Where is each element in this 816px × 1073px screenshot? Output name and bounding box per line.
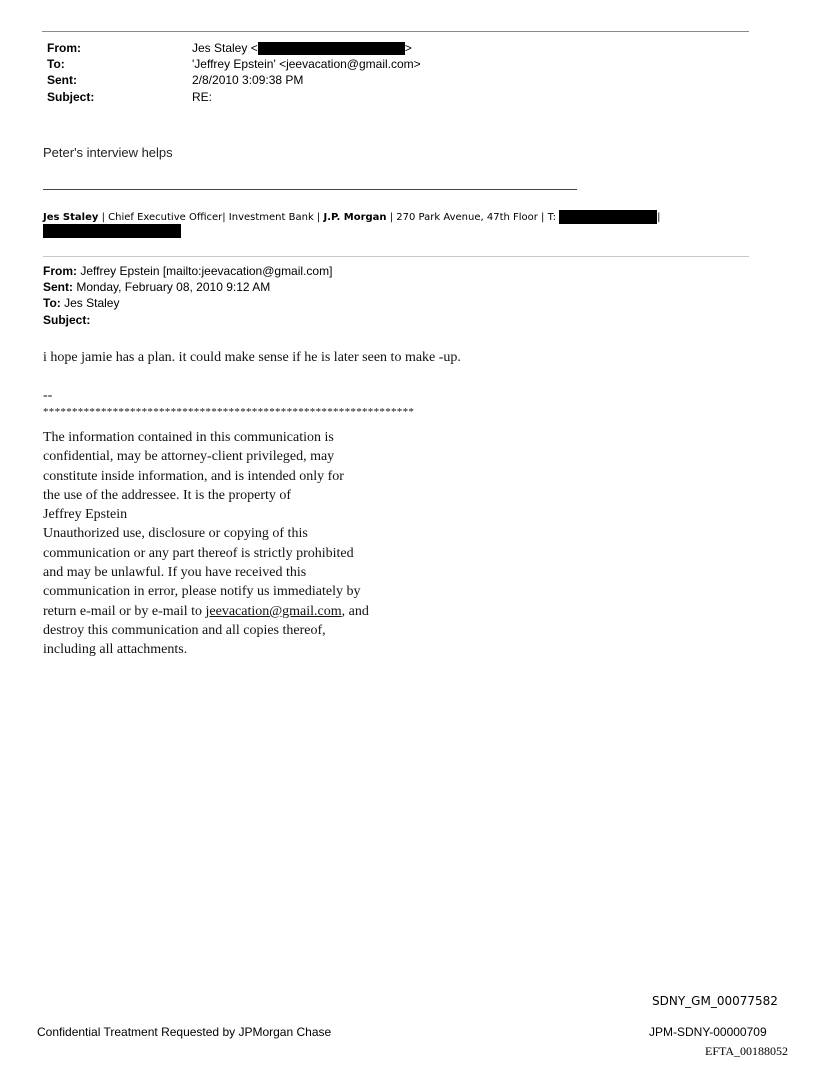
disclaimer-text: , and	[341, 603, 369, 619]
email-link[interactable]: jeevacation@gmail.com	[205, 603, 342, 619]
from-label: From:	[47, 41, 81, 55]
quoted-from-label: From:	[43, 264, 77, 278]
disclaimer-line: confidential, may be attorney-client privileged, may	[43, 449, 335, 465]
bates-efta: EFTA_00188052	[705, 1044, 789, 1058]
signature-company: J.P. Morgan	[323, 212, 387, 223]
quoted-from	[43, 264, 332, 279]
signature-tail: |	[657, 212, 661, 223]
disclaimer-line: the use of the addressee. It is the property of	[43, 487, 292, 503]
disclaimer-text: return e-mail or by e-mail to	[43, 603, 206, 619]
subject-value: RE:	[192, 90, 213, 104]
redaction-block	[559, 210, 657, 224]
signature-dashes: --	[43, 388, 53, 403]
quoted-from-value: Jeffrey Epstein [mailto:jeevacation@gmail.com]	[77, 264, 333, 278]
star-separator: ****************************************************************	[43, 406, 415, 418]
reply-body: Peter's interview helps	[43, 145, 173, 160]
quoted-sent	[43, 280, 270, 295]
from-name: Jes Staley <	[192, 41, 258, 55]
subject-label: Subject:	[47, 90, 95, 104]
from-close: >	[404, 41, 412, 55]
disclaimer-line	[43, 602, 369, 621]
quoted-to-value: Jes Staley	[60, 296, 120, 310]
quoted-sent-label: Sent:	[43, 280, 73, 294]
redaction-block	[258, 42, 405, 55]
bates-sdny: SDNY_GM_00077582	[652, 994, 778, 1008]
quoted-divider	[43, 256, 749, 257]
disclaimer-line: including all attachments.	[43, 642, 188, 658]
signature-divider	[43, 189, 577, 190]
to-label: To:	[47, 57, 65, 71]
signature-name: Jes Staley	[43, 212, 99, 223]
confidential-notice: Confidential Treatment Requested by JPMorgan Chase	[37, 1025, 332, 1039]
signature	[43, 210, 661, 225]
signature-title: | Chief Executive Officer| Investment Bank |	[98, 212, 324, 223]
top-divider	[42, 31, 749, 32]
quoted-to	[43, 296, 119, 311]
disclaimer-line: The information contained in this communication is	[43, 430, 334, 445]
signature-address: | 270 Park Avenue, 47th Floor | T:	[386, 212, 560, 223]
quoted-subject	[43, 313, 90, 328]
quoted-subject-label: Subject:	[43, 313, 91, 327]
sent-label: Sent:	[47, 73, 77, 87]
quoted-to-label: To:	[43, 296, 61, 310]
sent-value: 2/8/2010 3:09:38 PM	[192, 73, 304, 87]
disclaimer-line: communication in error, please notify us immediately by	[43, 584, 361, 600]
redaction-block	[43, 224, 181, 238]
disclaimer-line: Unauthorized use, disclosure or copying of this	[43, 526, 308, 542]
bates-jpm: JPM-SDNY-00000709	[649, 1025, 767, 1039]
disclaimer-line: constitute inside information, and is intended only for	[43, 468, 344, 484]
to-value: 'Jeffrey Epstein' <jeevacation@gmail.com>	[192, 57, 421, 71]
quoted-sent-value: Monday, February 08, 2010 9:12 AM	[73, 280, 271, 294]
quoted-body: i hope jamie has a plan. it could make sense if he is later seen to make -up.	[43, 350, 461, 365]
disclaimer-line: and may be unlawful. If you have received this	[43, 565, 307, 581]
disclaimer-line: destroy this communication and all copies thereof,	[43, 622, 326, 638]
disclaimer-line: communication or any part thereof is strictly prohibited	[43, 545, 354, 561]
disclaimer	[43, 428, 369, 660]
from-value	[192, 41, 412, 56]
disclaimer-line: Jeffrey Epstein	[43, 507, 128, 523]
